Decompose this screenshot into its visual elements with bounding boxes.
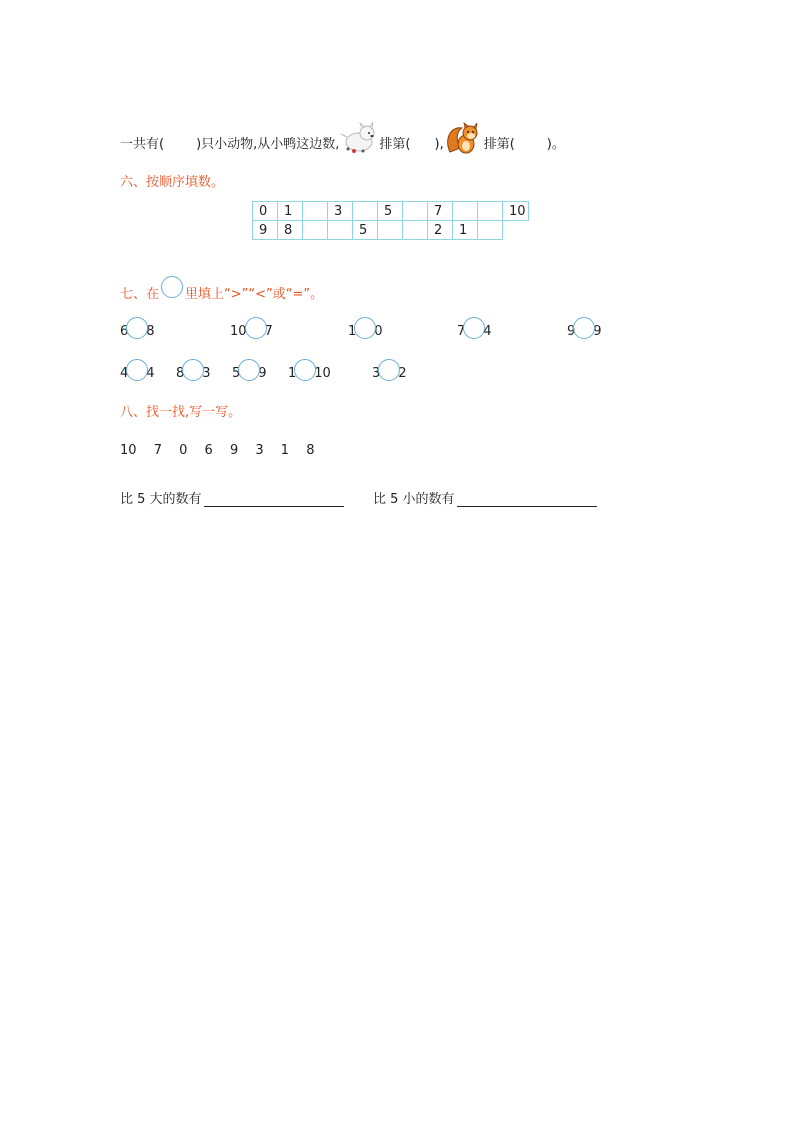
compare-left: 6 <box>120 324 129 339</box>
sequence-cell[interactable]: 10 <box>503 202 529 221</box>
greater-label: 比 5 大的数有 <box>120 492 202 507</box>
compare-right: 7 <box>264 324 273 339</box>
compare-item <box>372 363 407 385</box>
compare-circle[interactable] <box>126 359 148 381</box>
sequence-cell[interactable] <box>403 202 428 221</box>
greater-than-five-question <box>120 488 344 507</box>
sequence-cell[interactable] <box>478 202 503 221</box>
question-text-4: ), <box>434 137 444 152</box>
number-list <box>120 443 328 458</box>
compare-circle[interactable] <box>245 317 267 339</box>
question-text-2: )只小动物,从小鸭这边数, <box>196 137 340 152</box>
compare-right: 10 <box>314 366 331 381</box>
compare-left: 9 <box>567 324 576 339</box>
number-item: 1 <box>280 443 290 458</box>
compare-right: 4 <box>483 324 492 339</box>
circle-icon <box>161 276 183 298</box>
compare-circle[interactable] <box>182 359 204 381</box>
sequence-cell[interactable]: 5 <box>353 221 378 240</box>
number-item: 6 <box>204 443 213 458</box>
compare-left: 1 <box>288 366 297 381</box>
sequence-cell[interactable]: 9 <box>253 221 278 240</box>
section-6-title: 六、按顺序填数。 <box>120 175 225 190</box>
less-label: 比 5 小的数有 <box>373 492 455 507</box>
compare-item <box>176 363 211 385</box>
number-item: 9 <box>229 443 239 458</box>
question-text-1: 一共有( <box>120 137 165 152</box>
compare-right: 9 <box>258 366 267 381</box>
compare-circle[interactable] <box>354 317 376 339</box>
section-8-title: 八、找一找,写一写。 <box>120 405 242 420</box>
greater-answer-line[interactable] <box>204 492 344 507</box>
compare-left: 3 <box>372 366 381 381</box>
compare-circle[interactable] <box>126 317 148 339</box>
sequence-cell[interactable] <box>378 221 403 240</box>
number-item: 0 <box>179 443 188 458</box>
compare-circle[interactable] <box>463 317 485 339</box>
less-answer-line[interactable] <box>457 492 597 507</box>
animal-order-question <box>120 128 565 162</box>
sequence-cell[interactable] <box>303 202 328 221</box>
compare-item <box>120 321 155 343</box>
compare-circle[interactable] <box>238 359 260 381</box>
compare-left: 10 <box>230 324 247 339</box>
sequence-cell[interactable] <box>403 221 428 240</box>
sequence-cell[interactable] <box>328 221 353 240</box>
squirrel-icon <box>444 122 484 156</box>
question-text-5: 排第( <box>483 137 515 152</box>
sequence-cell-empty <box>503 221 529 240</box>
sequence-cell[interactable]: 8 <box>278 221 303 240</box>
compare-item <box>120 363 155 385</box>
compare-item <box>232 363 267 385</box>
compare-circle[interactable] <box>294 359 316 381</box>
compare-circle[interactable] <box>573 317 595 339</box>
compare-item <box>457 321 492 343</box>
dog-icon <box>339 122 379 156</box>
sequence-row-2 <box>253 221 529 240</box>
compare-left: 4 <box>120 366 129 381</box>
sequence-cell[interactable]: 3 <box>328 202 353 221</box>
number-item: 7 <box>153 443 162 458</box>
section-7-title-suffix: 里填上“>”“<”或“=”。 <box>185 287 324 302</box>
sequence-cell[interactable]: 2 <box>428 221 453 240</box>
compare-item <box>230 321 273 343</box>
compare-right: 2 <box>398 366 407 381</box>
sequence-row-1 <box>253 202 529 221</box>
sequence-cell[interactable]: 0 <box>253 202 278 221</box>
compare-item <box>288 363 331 385</box>
compare-right: 9 <box>593 324 602 339</box>
compare-right: 4 <box>146 366 155 381</box>
sequence-cell[interactable]: 1 <box>453 221 478 240</box>
compare-item <box>567 321 602 343</box>
compare-right: 3 <box>202 366 211 381</box>
question-text-6: )。 <box>546 137 565 152</box>
number-item: 3 <box>255 443 264 458</box>
compare-right: 0 <box>374 324 383 339</box>
sequence-cell[interactable]: 7 <box>428 202 453 221</box>
compare-right: 8 <box>146 324 155 339</box>
less-than-five-question <box>373 488 597 507</box>
sequence-cell[interactable] <box>453 202 478 221</box>
section-7-title <box>120 282 323 304</box>
compare-left: 1 <box>348 324 357 339</box>
number-item: 10 <box>120 443 137 458</box>
sequence-cell[interactable] <box>303 221 328 240</box>
number-item: 8 <box>306 443 315 458</box>
compare-left: 8 <box>176 366 185 381</box>
sequence-cell[interactable] <box>353 202 378 221</box>
sequence-table <box>252 201 529 240</box>
sequence-cell[interactable]: 1 <box>278 202 303 221</box>
compare-left: 7 <box>457 324 466 339</box>
question-text-3: 排第( <box>379 137 411 152</box>
sequence-cell[interactable]: 5 <box>378 202 403 221</box>
compare-item <box>348 321 383 343</box>
section-7-title-prefix: 七、在 <box>120 287 160 302</box>
sequence-cell[interactable] <box>478 221 503 240</box>
compare-left: 5 <box>232 366 241 381</box>
compare-circle[interactable] <box>378 359 400 381</box>
